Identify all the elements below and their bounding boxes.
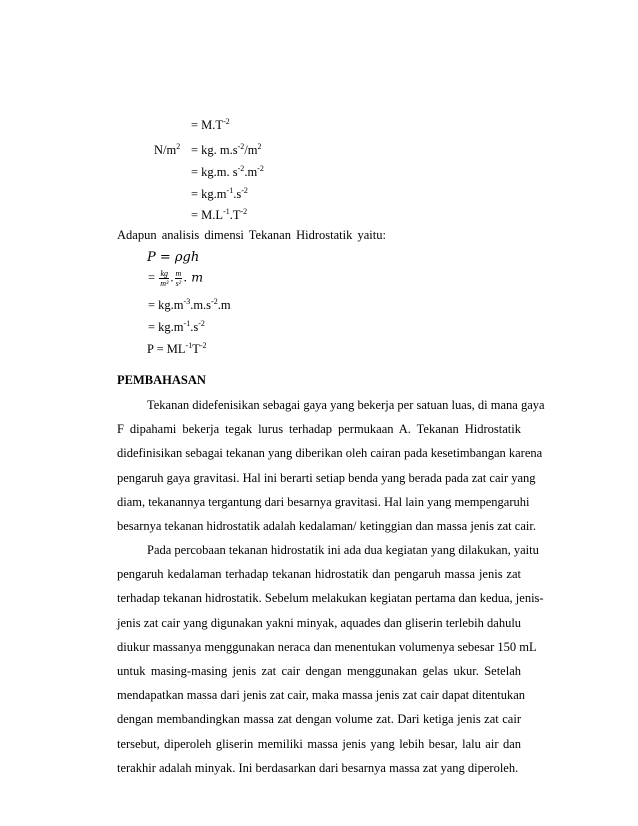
expr-sup: -2 bbox=[241, 186, 248, 195]
expr-sup: -1 bbox=[185, 341, 193, 350]
paragraph-line: diam, tekanannya tergantung dari besarnya gravitasi. Hal lain yang mempengaruhi bbox=[117, 494, 530, 509]
expr-part: = M.L bbox=[191, 208, 224, 222]
expr-part: = kg.m bbox=[148, 298, 184, 312]
fraction-denominator: m³ bbox=[160, 279, 169, 288]
paragraph-line: untuk masing-masing jenis zat cair dengan menggunakan gelas ukur. Setelah bbox=[117, 663, 521, 678]
derivation-expr: = M.T bbox=[191, 118, 224, 132]
derivation-sup: -2 bbox=[223, 117, 230, 126]
expr-sup: -2 bbox=[237, 164, 245, 173]
expr-part: /m bbox=[244, 143, 258, 157]
expr-sup: -2 bbox=[211, 297, 218, 306]
paragraph-line: terhadap tekanan hidrostatik. Sebelum melakukan kegiatan pertama dan kedua, jenis- bbox=[117, 591, 544, 606]
unit-label: N/m bbox=[154, 143, 177, 157]
expr-sup: -2 bbox=[240, 207, 248, 216]
expr-part: = kg.m. s bbox=[191, 165, 238, 179]
fraction-acceleration bbox=[175, 269, 183, 288]
paragraph-line: mendapatkan massa dari jenis zat cair, maka massa jenis zat cair dapat ditentukan bbox=[117, 688, 526, 703]
expr-sup: -3 bbox=[183, 297, 191, 306]
expr-part: .s bbox=[190, 320, 199, 334]
unit-label-sup: 2 bbox=[176, 142, 181, 151]
formula-step-1: = $\frac{kg}{\text{m³}}$ . $\frac{m}{\text{s²}}$ . m bbox=[148, 269, 204, 288]
expr-part: .m bbox=[217, 298, 231, 312]
derivation-line-3 bbox=[191, 165, 264, 179]
derivation-line-1 bbox=[191, 118, 230, 132]
fraction-denominator: s² bbox=[175, 279, 182, 288]
paragraph-line: pengaruh gaya gravitasi. Hal ini berarti setiap benda yang berada pada zat cair yang bbox=[117, 470, 536, 485]
expr-part: T bbox=[192, 342, 200, 356]
paragraph-line: diukur massanya menggunakan neraca dan menentukan volumenya sebesar 150 mL bbox=[117, 639, 537, 654]
expr-part: .m.s bbox=[190, 298, 212, 312]
derivation-line-4 bbox=[191, 187, 248, 201]
fraction-numerator: kg bbox=[160, 269, 169, 278]
expr-sup: -1 bbox=[226, 186, 234, 195]
expr-sup: -2 bbox=[237, 142, 245, 151]
derivation-line-5 bbox=[191, 208, 247, 222]
fraction-density bbox=[159, 269, 169, 288]
equals-sign: = bbox=[148, 270, 156, 285]
expr-part: .m bbox=[244, 165, 258, 179]
expr-sup: 2 bbox=[257, 142, 262, 151]
paragraph-line: F dipahami bekerja tegak lurus terhadap permukaan A. Tekanan Hidrostatik bbox=[117, 422, 521, 437]
paragraph-line: pengaruh kedalaman terhadap tekanan hidrostatik dan pengaruh massa jenis zat bbox=[117, 567, 521, 582]
expr-sup: -2 bbox=[257, 164, 264, 173]
paragraph-1 bbox=[117, 393, 545, 538]
expr-part: = kg.m bbox=[148, 320, 184, 334]
expr-sup: -1 bbox=[223, 207, 230, 216]
expr-sup: -1 bbox=[183, 319, 191, 328]
paragraph-line: Pada percobaan tekanan hidrostatik ini ada dua kegiatan yang dilakukan, yaitu bbox=[147, 543, 539, 557]
expr-part: = kg. m.s bbox=[191, 143, 238, 157]
paragraph-line: tersebut, diperoleh gliserin memiliki massa jenis yang lebih besar, lalu air dan bbox=[117, 736, 521, 751]
paragraph-line: didefinisikan sebagai tekanan yang diberikan oleh cairan pada kesetimbangan karena bbox=[117, 446, 543, 461]
formula-result bbox=[147, 342, 207, 356]
paragraph-line: terakhir adalah minyak. Ini berdasarkan dari besarnya massa zat yang diperoleh. bbox=[117, 760, 519, 775]
formula-step-2 bbox=[148, 298, 231, 312]
expr-part: = kg.m bbox=[191, 187, 227, 201]
analysis-intro: Adapun analisis dimensi Tekanan Hidrostatik yaitu: bbox=[117, 228, 386, 242]
derivation-line-2 bbox=[191, 143, 262, 157]
paragraph-line: Tekanan didefenisikan sebagai gaya yang bekerja per satuan luas, di mana gaya bbox=[147, 398, 545, 412]
paragraph-line: jenis zat cair yang digunakan yakni minyak, aquades dan gliserin terlebih dahulu bbox=[117, 615, 522, 630]
expr-sup: -2 bbox=[198, 319, 205, 328]
expr-part: .s bbox=[233, 187, 242, 201]
formula-tail: . m bbox=[183, 269, 204, 285]
section-heading: PEMBAHASAN bbox=[117, 373, 206, 387]
paragraph-line: dengan membandingkan massa zat dengan volume zat. Dari ketiga jenis zat cair bbox=[117, 712, 521, 727]
expr-part: P = ML bbox=[147, 342, 186, 356]
expr-part: .T bbox=[229, 208, 241, 222]
fraction-numerator: m bbox=[175, 269, 182, 278]
paragraph-line: besarnya tekanan hidrostatik adalah kedalaman/ ketinggian dan massa jenis zat cair. bbox=[117, 518, 536, 533]
paragraph-2 bbox=[117, 538, 544, 780]
derivation-line-2-label bbox=[154, 143, 180, 157]
formula-step-3 bbox=[148, 320, 205, 334]
hydrostatic-formula: P = ρgh bbox=[147, 250, 200, 265]
expr-sup: -2 bbox=[199, 341, 207, 350]
